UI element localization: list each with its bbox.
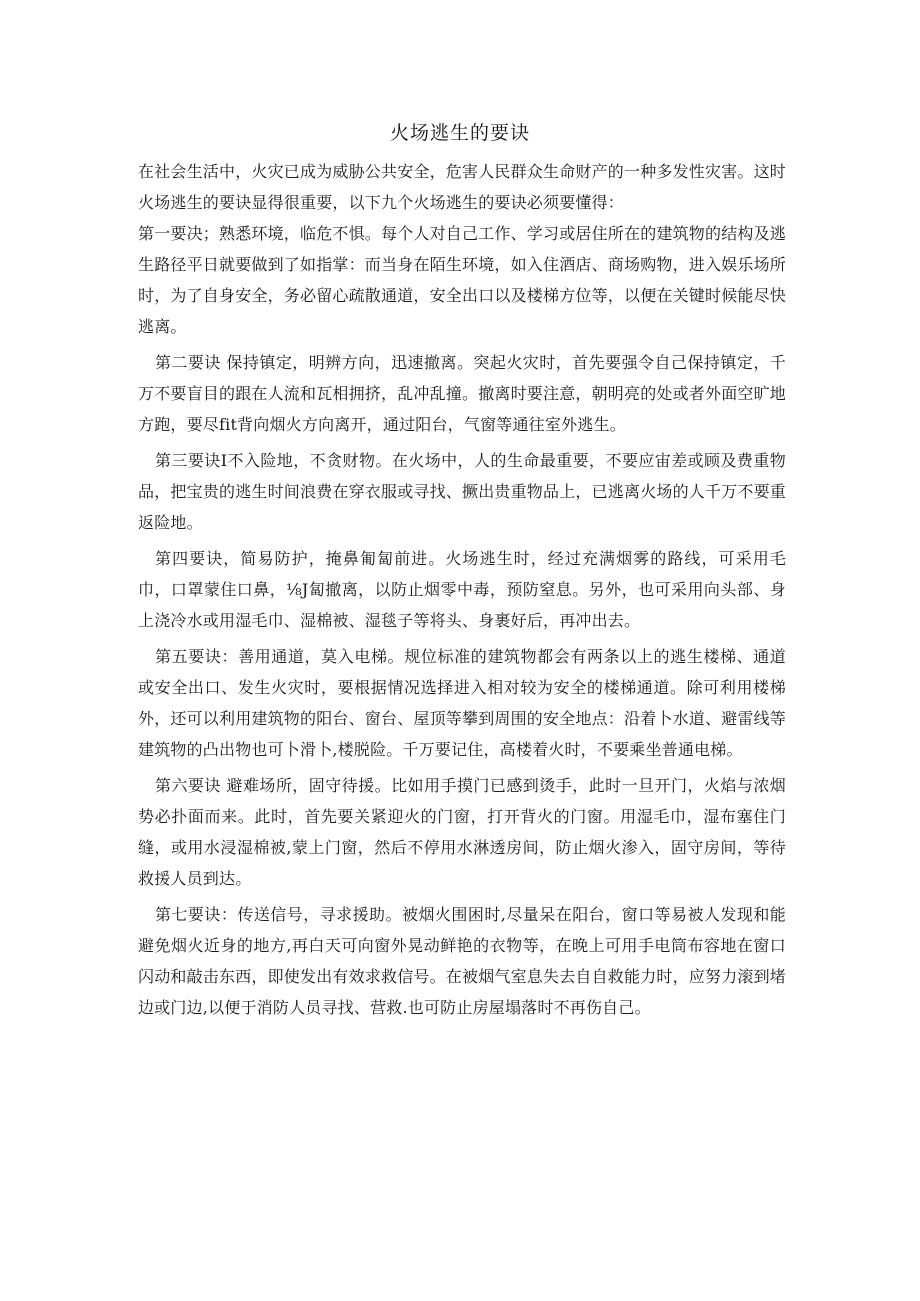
paragraph-4: 第四要诀，简易防护，掩鼻匍匐前进。火场逃生时，经过充满烟雾的路线，可采用毛巾，口罩蒙住口鼻，⅛J匐撤离，以防止烟零中毒，预防窒息。另外，也可采用向头部、身上浇冷水或用湿毛巾、湿棉被、湿毯子等将头、身裹好后，再冲出去。: [138, 549, 786, 630]
paragraph-5: 第五要诀：善用通道，莫入电梯。规位标准的建筑物都会有两条以上的逃生楼梯、通道或安全出口、发生火灾时，要根据情况选择进入相对较为安全的楼梯通道。除可利用楼梯外，还可以利用建筑物的阳台、窗台、屋顶等攀到周围的安全地点：沿着卜水道、避雷线等建筑物的凸出物也可卜滑卜,楼脱险。千万要记住，高楼着火时，不要乘坐普通电梯。: [138, 647, 787, 759]
intro-paragraph: 在社会生活中，火灾已成为威胁公共安全，危害人民群众生命财产的一种多发性灾害。这时火场逃生的要诀显得很重要，以下九个火场逃生的要诀必须要懂得：: [138, 162, 787, 212]
paragraph-7: 第七要诀：传送信号，寻求援助。被烟火围困时,尽量呆在阳台，窗口等易被人发现和能避免烟火近身的地方,再白天可向窗外晃动鲜艳的衣物等，在晚上可用手电筒布容地在窗口闪动和敲击东西，即使发出有效求救信号。在被烟气室息失去自自救能力时，应努力滚到堵边或门边,以便于消防人员寻找、营救.也可防止房屋塌落时不再伤自己。: [138, 905, 787, 1017]
document-body: [138, 156, 786, 1023]
paragraph-3: 第三要诀I不入险地，不贪财物。在火场中，人的生命最重要，不要应宙差或顾及费重物品，把宝贵的逃生时间浪费在穿衣服或寻找、撅出贵重物品上，已逃离火场的人千万不要重返险地。: [138, 451, 787, 532]
paragraph-1: 第一要决；熟悉环境，临危不惧。每个人对自己工作、学习或居住所在的建筑物的结构及逃生路径平日就要做到了如指掌：而当身在陌生环境，如入住酒店、商场购物，进入娱乐场所时，为了自身安全，务必留心疏散通道，安全出口以及楼梯方位等，以便在关键时候能尽快逃离。: [138, 224, 787, 336]
paragraph-2: 第二要诀 保持镇定，明辨方向，迅速撤离。突起火灾时，首先要强令自己保持镇定，千万不要盲目的跟在人流和瓦相拥挤，乱冲乱撞。撤离时要注意，朝明亮的处或者外面空旷地方跑，要尽fit背向烟火方向离开，通过阳台，气窗等通往室外逃生。: [138, 353, 787, 434]
document-title: 火场逃生的要诀: [389, 122, 530, 144]
paragraph-6: 第六要诀 避难场所，固守待援。比如用手摸门已感到烫手，此时一旦开门，火焰与浓烟势必扑面而来。此时，首先要关紧迎火的门窗，打开背火的门窗。用湿毛巾，湿布塞住门缝，或用水浸湿棉被,蒙上门窗，然后不停用水淋透房间，防止烟火渗入，固守房间，等待救援人员到达。: [138, 776, 786, 888]
